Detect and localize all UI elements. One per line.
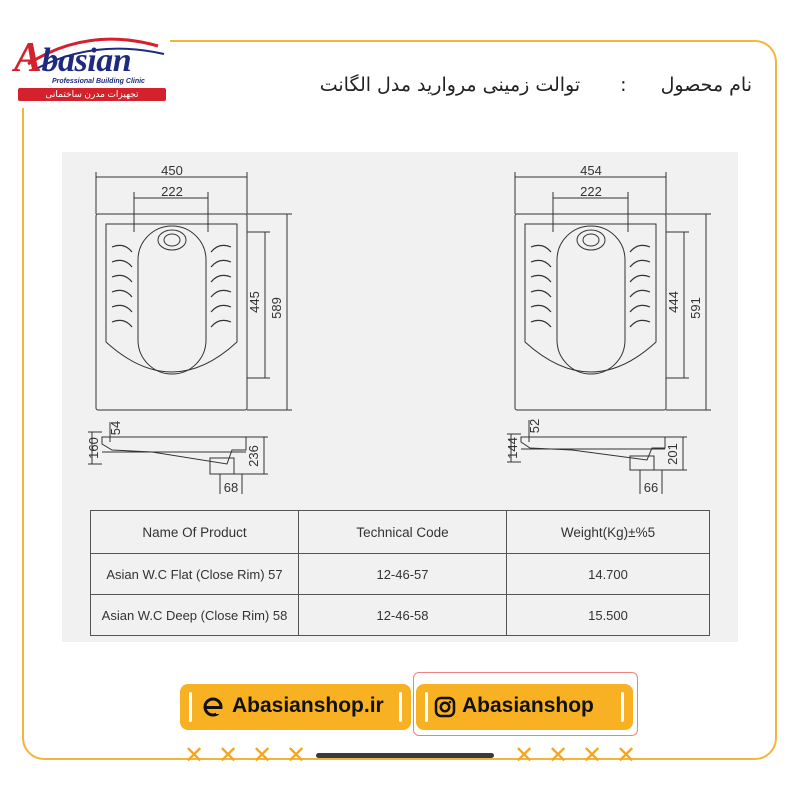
decor-cross-icon: ✕	[514, 742, 535, 769]
header-name: Name Of Product	[91, 511, 299, 554]
dim-width-top-2: 454	[580, 163, 602, 178]
dim-width-hole-2: 222	[580, 184, 602, 199]
spec-table	[90, 510, 710, 636]
product-name: توالت زمینی مروارید مدل الگانت	[319, 74, 581, 96]
website-link[interactable]	[180, 684, 411, 730]
side-dim-top: 54	[108, 420, 123, 436]
decor-cross-icon: ✕	[286, 742, 307, 769]
side-dim-top-2: 52	[527, 418, 542, 434]
cell-weight: 15.500	[507, 595, 710, 636]
dim-width-hole: 222	[161, 184, 183, 199]
logo-tagline: Professional Building Clinic	[52, 78, 145, 85]
decor-cross-icon: ✕	[184, 742, 205, 769]
cell-name: Asian W.C Deep (Close Rim) 58	[91, 595, 299, 636]
side-dim-bottom-2: 66	[643, 480, 659, 495]
dim-length-inner-2: 444	[666, 291, 681, 313]
instagram-icon	[434, 696, 456, 718]
dim-length-total: 589	[269, 297, 284, 319]
decor-cross-icon: ✕	[218, 742, 239, 769]
pill-divider	[399, 692, 402, 722]
pill-divider	[621, 692, 624, 722]
decor-cross-icon: ✕	[582, 742, 603, 769]
instagram-link[interactable]	[416, 684, 633, 730]
cell-weight: 14.700	[507, 554, 710, 595]
website-text: Abasianshop.ir	[232, 694, 384, 717]
instagram-text: Abasianshop	[462, 694, 594, 717]
pill-divider	[425, 692, 428, 722]
technical-drawing	[62, 152, 738, 642]
contact-bar	[180, 684, 633, 730]
internet-explorer-icon	[202, 696, 224, 718]
side-dim-right-2: 201	[665, 443, 680, 465]
decor-line	[316, 753, 494, 758]
side-dim-left-2: 144	[505, 437, 520, 459]
cell-name: Asian W.C Flat (Close Rim) 57	[91, 554, 299, 595]
product-label: نام محصول	[660, 74, 752, 96]
table-row	[91, 554, 710, 595]
decor-cross-icon: ✕	[252, 742, 273, 769]
side-dim-left: 160	[86, 437, 101, 459]
drawing-svg	[62, 152, 738, 502]
right-model-drawing	[505, 163, 711, 495]
decor-cross-icon: ✕	[548, 742, 569, 769]
decor-cross-icon: ✕	[616, 742, 637, 769]
cell-code: 12-46-57	[299, 554, 507, 595]
header-weight: Weight(Kg)±%5	[507, 511, 710, 554]
dim-length-total-2: 591	[688, 297, 703, 319]
cell-code: 12-46-58	[299, 595, 507, 636]
brand-logo[interactable]	[0, 28, 170, 108]
table-header-row	[91, 511, 710, 554]
pill-divider	[189, 692, 192, 722]
left-model-drawing	[86, 163, 292, 495]
side-dim-right: 236	[246, 445, 261, 467]
header-code: Technical Code	[299, 511, 507, 554]
logo-wordmark: Abasian	[14, 35, 132, 81]
product-title-row	[320, 74, 752, 96]
title-separator: :	[620, 74, 627, 96]
dim-length-inner: 445	[247, 291, 262, 313]
side-dim-bottom: 68	[223, 480, 239, 495]
logo-tagline-fa: تجهیزات مدرن ساختمانی	[18, 88, 166, 101]
dim-width-top: 450	[161, 163, 183, 178]
table-row	[91, 595, 710, 636]
